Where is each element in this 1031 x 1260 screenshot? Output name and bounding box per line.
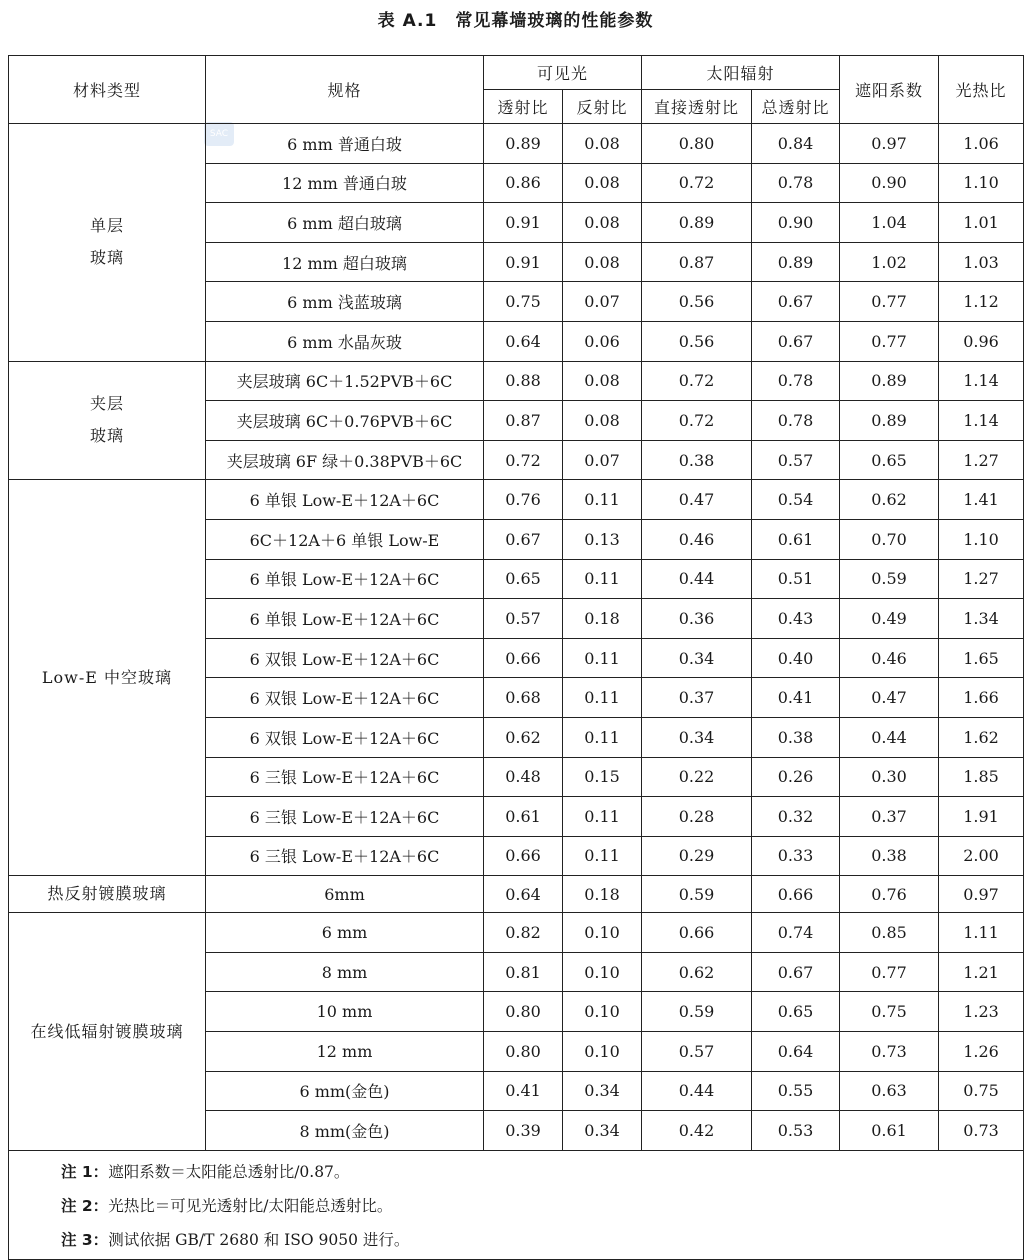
cell-visible-transmittance: 0.88 — [484, 361, 563, 401]
note-text: 光热比＝可见光透射比/太阳能总透射比。 — [108, 1196, 393, 1215]
cell-visible-transmittance: 0.67 — [484, 519, 563, 559]
cell-light-heat-ratio: 1.26 — [939, 1032, 1024, 1072]
cell-shading-coefficient: 0.73 — [840, 1032, 939, 1072]
cell-spec: 6 单银 Low-E＋12A＋6C — [206, 559, 484, 599]
cell-solar-total: 0.74 — [752, 913, 840, 953]
cell-visible-reflectance: 0.11 — [563, 480, 642, 520]
cell-solar-direct: 0.89 — [642, 203, 752, 243]
cell-light-heat-ratio: 1.23 — [939, 992, 1024, 1032]
cell-visible-transmittance: 0.72 — [484, 440, 563, 480]
cell-light-heat-ratio: 1.62 — [939, 717, 1024, 757]
cell-visible-reflectance: 0.15 — [563, 757, 642, 797]
cell-shading-coefficient: 0.89 — [840, 361, 939, 401]
cell-spec: 8 mm(金色) — [206, 1111, 484, 1151]
cell-solar-direct: 0.56 — [642, 282, 752, 322]
cell-visible-transmittance: 0.91 — [484, 203, 563, 243]
header-visible-transmittance: 透射比 — [484, 90, 563, 124]
note-line — [61, 1189, 1023, 1223]
cell-shading-coefficient: 1.02 — [840, 242, 939, 282]
cell-spec: 12 mm 超白玻璃 — [206, 242, 484, 282]
cell-light-heat-ratio: 1.06 — [939, 124, 1024, 164]
cell-solar-total: 0.33 — [752, 836, 840, 876]
cell-visible-reflectance: 0.08 — [563, 203, 642, 243]
cell-solar-total: 0.67 — [752, 282, 840, 322]
performance-table-container — [8, 55, 1023, 1260]
cell-spec: 6 三银 Low-E＋12A＋6C — [206, 757, 484, 797]
cell-solar-total: 0.57 — [752, 440, 840, 480]
cell-light-heat-ratio: 1.10 — [939, 163, 1024, 203]
cell-solar-total: 0.54 — [752, 480, 840, 520]
category-label-line: 热反射镀膜玻璃 — [47, 884, 167, 904]
header-solar-radiation: 太阳辐射 — [642, 56, 840, 90]
header-solar-total-transmittance: 总透射比 — [752, 90, 840, 124]
cell-solar-direct: 0.22 — [642, 757, 752, 797]
table-row — [9, 480, 1024, 520]
cell-solar-direct: 0.36 — [642, 599, 752, 639]
cell-shading-coefficient: 0.44 — [840, 717, 939, 757]
cell-light-heat-ratio: 1.34 — [939, 599, 1024, 639]
cell-solar-total: 0.55 — [752, 1071, 840, 1111]
cell-shading-coefficient: 0.77 — [840, 952, 939, 992]
cell-solar-direct: 0.34 — [642, 638, 752, 678]
cell-solar-total: 0.84 — [752, 124, 840, 164]
cell-shading-coefficient: 0.63 — [840, 1071, 939, 1111]
cell-light-heat-ratio: 1.27 — [939, 559, 1024, 599]
cell-light-heat-ratio: 1.91 — [939, 797, 1024, 837]
cell-spec: 8 mm — [206, 952, 484, 992]
cell-shading-coefficient: 0.49 — [840, 599, 939, 639]
cell-visible-transmittance: 0.62 — [484, 717, 563, 757]
cell-spec: 6 双银 Low-E＋12A＋6C — [206, 678, 484, 718]
cell-spec: 12 mm — [206, 1032, 484, 1072]
cell-shading-coefficient: 0.46 — [840, 638, 939, 678]
cell-solar-direct: 0.38 — [642, 440, 752, 480]
cell-solar-total: 0.51 — [752, 559, 840, 599]
cell-visible-reflectance: 0.11 — [563, 678, 642, 718]
cell-solar-total: 0.66 — [752, 876, 840, 913]
cell-visible-transmittance: 0.64 — [484, 876, 563, 913]
cell-material-category — [9, 124, 206, 362]
cell-solar-direct: 0.87 — [642, 242, 752, 282]
cell-visible-reflectance: 0.18 — [563, 599, 642, 639]
cell-light-heat-ratio: 1.41 — [939, 480, 1024, 520]
cell-visible-transmittance: 0.66 — [484, 836, 563, 876]
cell-solar-total: 0.32 — [752, 797, 840, 837]
cell-solar-total: 0.41 — [752, 678, 840, 718]
cell-material-category — [9, 361, 206, 480]
cell-visible-transmittance: 0.66 — [484, 638, 563, 678]
cell-visible-transmittance: 0.57 — [484, 599, 563, 639]
cell-visible-transmittance: 0.87 — [484, 401, 563, 441]
cell-solar-total: 0.65 — [752, 992, 840, 1032]
note-line — [61, 1223, 1023, 1257]
cell-solar-direct: 0.37 — [642, 678, 752, 718]
cell-spec: 6 mm — [206, 913, 484, 953]
cell-spec: 6 三银 Low-E＋12A＋6C — [206, 797, 484, 837]
cell-solar-direct: 0.59 — [642, 876, 752, 913]
cell-spec: 6mm — [206, 876, 484, 913]
table-caption: 表 A.1 常见幕墙玻璃的性能参数 — [377, 11, 654, 31]
cell-solar-direct: 0.56 — [642, 321, 752, 361]
note-label: 注 1： — [61, 1162, 109, 1181]
cell-visible-transmittance: 0.81 — [484, 952, 563, 992]
cell-visible-transmittance: 0.80 — [484, 1032, 563, 1072]
category-label-line: 在线低辐射镀膜玻璃 — [30, 1021, 184, 1041]
cell-shading-coefficient: 0.76 — [840, 876, 939, 913]
cell-visible-reflectance: 0.06 — [563, 321, 642, 361]
cell-spec: 6 mm 水晶灰玻 — [206, 321, 484, 361]
cell-spec: 6 mm 普通白玻 — [206, 124, 484, 164]
cell-spec: 夹层玻璃 6C＋0.76PVB＋6C — [206, 401, 484, 441]
cell-spec: 6 mm(金色) — [206, 1071, 484, 1111]
cell-solar-direct: 0.66 — [642, 913, 752, 953]
cell-visible-reflectance: 0.13 — [563, 519, 642, 559]
cell-shading-coefficient: 0.65 — [840, 440, 939, 480]
table-row — [9, 913, 1024, 953]
cell-spec: 6 单银 Low-E＋12A＋6C — [206, 599, 484, 639]
cell-spec: 6 mm 超白玻璃 — [206, 203, 484, 243]
table-row — [9, 361, 1024, 401]
cell-spec: 6 双银 Low-E＋12A＋6C — [206, 717, 484, 757]
cell-spec: 6 双银 Low-E＋12A＋6C — [206, 638, 484, 678]
cell-solar-total: 0.26 — [752, 757, 840, 797]
cell-light-heat-ratio: 1.66 — [939, 678, 1024, 718]
category-label-line: 夹层 — [89, 394, 124, 414]
cell-visible-transmittance: 0.39 — [484, 1111, 563, 1151]
cell-solar-direct: 0.29 — [642, 836, 752, 876]
cell-solar-total: 0.61 — [752, 519, 840, 559]
cell-solar-total: 0.78 — [752, 361, 840, 401]
cell-visible-reflectance: 0.07 — [563, 440, 642, 480]
cell-visible-reflectance: 0.08 — [563, 163, 642, 203]
cell-shading-coefficient: 0.97 — [840, 124, 939, 164]
cell-visible-transmittance: 0.82 — [484, 913, 563, 953]
cell-visible-reflectance: 0.08 — [563, 361, 642, 401]
cell-visible-reflectance: 0.10 — [563, 1032, 642, 1072]
performance-table — [8, 55, 1024, 1260]
cell-shading-coefficient: 0.30 — [840, 757, 939, 797]
cell-shading-coefficient: 0.85 — [840, 913, 939, 953]
note-label: 注 2： — [61, 1196, 109, 1215]
cell-visible-transmittance: 0.89 — [484, 124, 563, 164]
category-label-line: Low-E 中空玻璃 — [41, 667, 173, 687]
cell-shading-coefficient: 0.37 — [840, 797, 939, 837]
cell-visible-reflectance: 0.34 — [563, 1071, 642, 1111]
cell-visible-reflectance: 0.10 — [563, 913, 642, 953]
cell-light-heat-ratio: 1.85 — [939, 757, 1024, 797]
cell-shading-coefficient: 0.47 — [840, 678, 939, 718]
table-row — [9, 876, 1024, 913]
cell-solar-total: 0.78 — [752, 163, 840, 203]
cell-visible-reflectance: 0.10 — [563, 952, 642, 992]
cell-spec: 6 mm 浅蓝玻璃 — [206, 282, 484, 322]
cell-solar-direct: 0.44 — [642, 1071, 752, 1111]
cell-solar-total: 0.38 — [752, 717, 840, 757]
table-body — [9, 124, 1024, 1151]
cell-shading-coefficient: 0.62 — [840, 480, 939, 520]
cell-light-heat-ratio: 0.97 — [939, 876, 1024, 913]
header-visible-reflectance: 反射比 — [563, 90, 642, 124]
cell-material-category — [9, 913, 206, 1151]
cell-visible-reflectance: 0.11 — [563, 559, 642, 599]
cell-material-category — [9, 480, 206, 876]
cell-solar-direct: 0.72 — [642, 401, 752, 441]
cell-visible-reflectance: 0.11 — [563, 717, 642, 757]
note-line — [61, 1155, 1023, 1189]
cell-solar-total: 0.67 — [752, 321, 840, 361]
header-light-heat-ratio: 光热比 — [939, 56, 1024, 124]
cell-solar-direct: 0.57 — [642, 1032, 752, 1072]
cell-visible-transmittance: 0.65 — [484, 559, 563, 599]
cell-shading-coefficient: 0.38 — [840, 836, 939, 876]
cell-spec: 夹层玻璃 6C＋1.52PVB＋6C — [206, 361, 484, 401]
cell-spec: 6C＋12A＋6 单银 Low-E — [206, 519, 484, 559]
cell-shading-coefficient: 0.90 — [840, 163, 939, 203]
category-label-line: 玻璃 — [89, 426, 124, 446]
cell-spec: 12 mm 普通白玻 — [206, 163, 484, 203]
cell-material-category — [9, 876, 206, 913]
cell-shading-coefficient: 0.77 — [840, 321, 939, 361]
category-label-line: 单层 — [89, 216, 124, 236]
cell-solar-total: 0.43 — [752, 599, 840, 639]
cell-shading-coefficient: 0.75 — [840, 992, 939, 1032]
cell-solar-direct: 0.59 — [642, 992, 752, 1032]
cell-visible-transmittance: 0.91 — [484, 242, 563, 282]
cell-light-heat-ratio: 1.14 — [939, 401, 1024, 441]
cell-solar-total: 0.64 — [752, 1032, 840, 1072]
cell-light-heat-ratio: 1.03 — [939, 242, 1024, 282]
cell-light-heat-ratio: 1.14 — [939, 361, 1024, 401]
cell-visible-transmittance: 0.48 — [484, 757, 563, 797]
cell-spec: 6 单银 Low-E＋12A＋6C — [206, 480, 484, 520]
cell-light-heat-ratio: 2.00 — [939, 836, 1024, 876]
cell-visible-transmittance: 0.75 — [484, 282, 563, 322]
header-spec: 规格 — [206, 56, 484, 124]
cell-light-heat-ratio: 1.01 — [939, 203, 1024, 243]
cell-visible-reflectance: 0.08 — [563, 401, 642, 441]
cell-solar-total: 0.53 — [752, 1111, 840, 1151]
cell-visible-reflectance: 0.11 — [563, 836, 642, 876]
cell-visible-reflectance: 0.11 — [563, 638, 642, 678]
cell-solar-total: 0.89 — [752, 242, 840, 282]
cell-visible-transmittance: 0.68 — [484, 678, 563, 718]
cell-solar-direct: 0.46 — [642, 519, 752, 559]
cell-solar-direct: 0.72 — [642, 163, 752, 203]
cell-shading-coefficient: 0.70 — [840, 519, 939, 559]
cell-solar-total: 0.67 — [752, 952, 840, 992]
cell-solar-total: 0.90 — [752, 203, 840, 243]
cell-shading-coefficient: 0.61 — [840, 1111, 939, 1151]
cell-shading-coefficient: 0.77 — [840, 282, 939, 322]
cell-visible-transmittance: 0.64 — [484, 321, 563, 361]
cell-light-heat-ratio: 1.11 — [939, 913, 1024, 953]
header-visible-light: 可见光 — [484, 56, 642, 90]
note-text: 测试依据 GB/T 2680 和 ISO 9050 进行。 — [108, 1230, 410, 1249]
note-text: 遮阳系数＝太阳能总透射比/0.87。 — [108, 1162, 350, 1181]
cell-visible-reflectance: 0.08 — [563, 124, 642, 164]
cell-light-heat-ratio: 1.21 — [939, 952, 1024, 992]
cell-shading-coefficient: 0.59 — [840, 559, 939, 599]
cell-spec: 夹层玻璃 6F 绿＋0.38PVB＋6C — [206, 440, 484, 480]
cell-solar-direct: 0.62 — [642, 952, 752, 992]
header-material-type: 材料类型 — [9, 56, 206, 124]
category-label-line: 玻璃 — [89, 248, 124, 268]
cell-visible-reflectance: 0.08 — [563, 242, 642, 282]
cell-solar-direct: 0.42 — [642, 1111, 752, 1151]
cell-visible-transmittance: 0.61 — [484, 797, 563, 837]
cell-visible-transmittance: 0.86 — [484, 163, 563, 203]
table-row — [9, 124, 1024, 164]
cell-light-heat-ratio: 1.10 — [939, 519, 1024, 559]
cell-solar-total: 0.78 — [752, 401, 840, 441]
cell-visible-transmittance: 0.80 — [484, 992, 563, 1032]
cell-light-heat-ratio: 0.73 — [939, 1111, 1024, 1151]
cell-light-heat-ratio: 0.75 — [939, 1071, 1024, 1111]
cell-light-heat-ratio: 0.96 — [939, 321, 1024, 361]
cell-visible-transmittance: 0.76 — [484, 480, 563, 520]
cell-shading-coefficient: 1.04 — [840, 203, 939, 243]
cell-light-heat-ratio: 1.65 — [939, 638, 1024, 678]
cell-visible-transmittance: 0.41 — [484, 1071, 563, 1111]
header-solar-direct-transmittance: 直接透射比 — [642, 90, 752, 124]
cell-spec: 10 mm — [206, 992, 484, 1032]
cell-light-heat-ratio: 1.27 — [939, 440, 1024, 480]
note-label: 注 3： — [61, 1230, 109, 1249]
cell-solar-direct: 0.28 — [642, 797, 752, 837]
cell-solar-direct: 0.80 — [642, 124, 752, 164]
cell-spec: 6 三银 Low-E＋12A＋6C — [206, 836, 484, 876]
cell-visible-reflectance: 0.18 — [563, 876, 642, 913]
header-shading-coefficient: 遮阳系数 — [840, 56, 939, 124]
cell-visible-reflectance: 0.11 — [563, 797, 642, 837]
watermark-logo: SAC — [204, 122, 234, 146]
cell-visible-reflectance: 0.10 — [563, 992, 642, 1032]
cell-shading-coefficient: 0.89 — [840, 401, 939, 441]
cell-visible-reflectance: 0.07 — [563, 282, 642, 322]
cell-solar-total: 0.40 — [752, 638, 840, 678]
cell-solar-direct: 0.47 — [642, 480, 752, 520]
cell-solar-direct: 0.34 — [642, 717, 752, 757]
table-notes — [9, 1150, 1024, 1259]
cell-solar-direct: 0.44 — [642, 559, 752, 599]
cell-light-heat-ratio: 1.12 — [939, 282, 1024, 322]
cell-solar-direct: 0.72 — [642, 361, 752, 401]
cell-visible-reflectance: 0.34 — [563, 1111, 642, 1151]
